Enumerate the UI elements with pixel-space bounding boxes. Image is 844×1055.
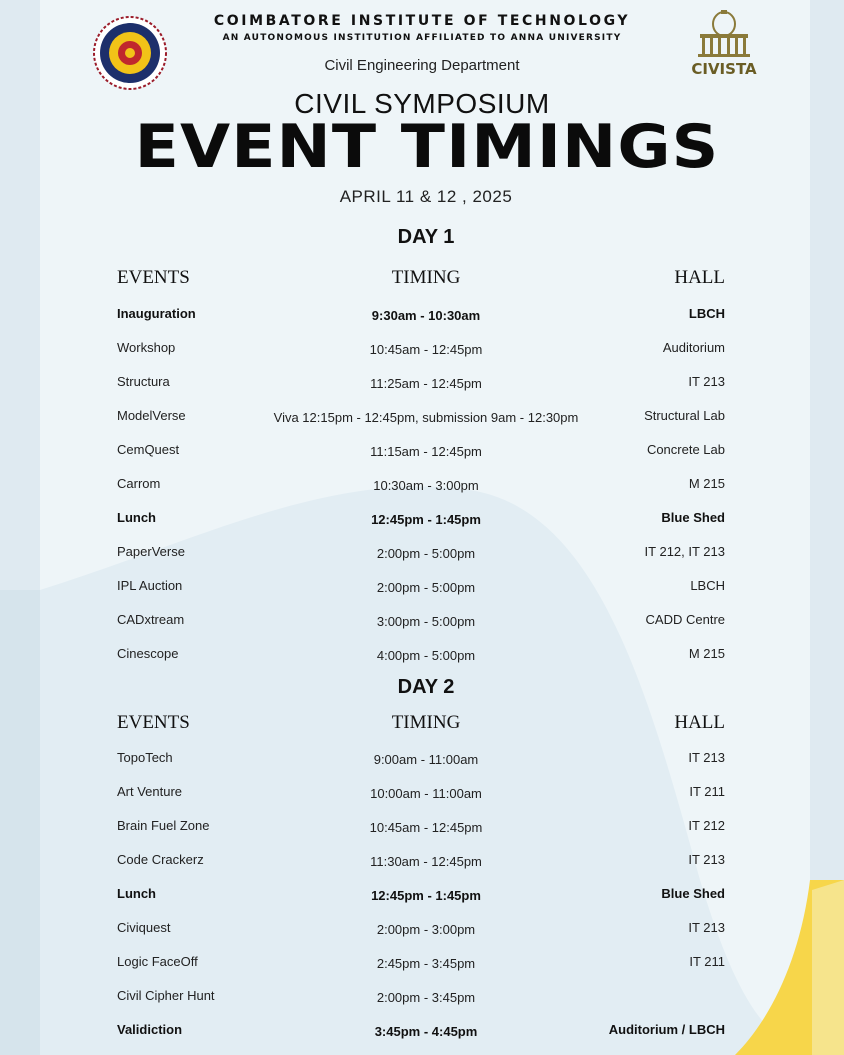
schedule-row	[0, 544, 844, 564]
department-name: Civil Engineering Department	[324, 57, 520, 74]
event-name: PaperVerse	[117, 544, 185, 559]
event-hall: LBCH	[688, 306, 725, 321]
schedule-row	[0, 1022, 844, 1042]
event-hall: IT 212	[688, 818, 725, 833]
event-name: Brain Fuel Zone	[117, 818, 210, 833]
event-name: IPL Auction	[117, 578, 183, 593]
schedule-row	[0, 750, 844, 770]
event-hall: IT 211	[689, 954, 725, 969]
event-hall: Auditorium / LBCH	[608, 1022, 725, 1037]
event-name: Validiction	[117, 1022, 183, 1037]
schedule-row	[0, 374, 844, 394]
schedule-row	[0, 784, 844, 804]
event-hall: IT 213	[688, 374, 725, 389]
event-name: Carrom	[117, 476, 161, 491]
event-timing: 11:25am - 12:45pm	[370, 376, 482, 391]
event-hall: M 215	[688, 646, 725, 661]
day2-header-timing: TIMING	[391, 712, 461, 733]
event-hall: M 215	[688, 476, 725, 491]
schedule-row	[0, 408, 844, 428]
day1-label: DAY 1	[397, 226, 455, 248]
event-name: Logic FaceOff	[117, 954, 198, 969]
schedule-row	[0, 920, 844, 940]
event-timing: Viva 12:15pm - 12:45pm, submission 9am - 12:30pm	[273, 410, 579, 425]
page-title: EVENT TIMINGS	[134, 112, 720, 182]
event-name: Code Crackerz	[117, 852, 204, 867]
event-hall: Blue Shed	[661, 510, 725, 525]
institution-subtitle: AN AUTONOMOUS INSTITUTION AFFILIATED TO ANNA UNIVERSITY	[222, 33, 622, 43]
schedule-row	[0, 954, 844, 974]
event-timing: 9:00am - 11:00am	[373, 752, 479, 767]
schedule-row	[0, 818, 844, 838]
event-name: CemQuest	[117, 442, 180, 457]
event-hall: Structural Lab	[644, 408, 725, 423]
event-name: Workshop	[117, 340, 176, 355]
event-timing: 10:30am - 3:00pm	[373, 478, 479, 493]
event-hall: CADD Centre	[645, 612, 725, 627]
event-timing: 3:00pm - 5:00pm	[376, 614, 476, 629]
event-hall: Concrete Lab	[646, 442, 725, 457]
event-hall: IT 213	[688, 750, 725, 765]
event-timing: 2:00pm - 5:00pm	[376, 580, 476, 595]
event-hall: Blue Shed	[661, 886, 725, 901]
schedule-row	[0, 612, 844, 632]
event-timing: 11:30am - 12:45pm	[370, 854, 482, 869]
event-timing: 4:00pm - 5:00pm	[376, 648, 476, 663]
schedule-row	[0, 886, 844, 906]
schedule-row	[0, 988, 844, 1008]
event-name: Structura	[117, 374, 170, 389]
day2-header-hall: HALL	[674, 712, 725, 733]
event-name: Art Venture	[117, 784, 183, 799]
schedule-row	[0, 442, 844, 462]
event-timing: 3:45pm - 4:45pm	[374, 1024, 478, 1039]
event-date: APRIL 11 & 12 , 2025	[339, 187, 513, 206]
event-hall: IT 213	[688, 920, 725, 935]
event-timing: 2:45pm - 3:45pm	[376, 956, 476, 971]
schedule-row	[0, 852, 844, 872]
event-name: CADxtream	[117, 612, 185, 627]
event-name: Civiquest	[117, 920, 171, 935]
schedule-row	[0, 306, 844, 326]
event-hall: IT 212, IT 213	[644, 544, 725, 559]
schedule-row	[0, 646, 844, 666]
event-hall: IT 211	[689, 784, 725, 799]
event-timing: 2:00pm - 3:45pm	[376, 990, 476, 1005]
event-timing: 10:45am - 12:45pm	[369, 820, 483, 835]
schedule-row	[0, 340, 844, 360]
event-timing: 11:15am - 12:45pm	[370, 444, 482, 459]
day1-header-timing: TIMING	[391, 267, 461, 288]
event-hall: Auditorium	[662, 340, 725, 355]
civista-logo-text: CIVISTA	[691, 60, 757, 78]
event-name: Lunch	[117, 886, 156, 901]
event-timing: 9:30am - 10:30am	[371, 308, 481, 323]
institution-name: COIMBATORE INSTITUTE OF TECHNOLOGY	[213, 13, 631, 29]
event-name: ModelVerse	[117, 408, 186, 423]
symposium-title: CIVIL SYMPOSIUM	[294, 88, 550, 119]
day2-header-events: EVENTS	[117, 712, 190, 733]
schedule-row	[0, 578, 844, 598]
event-timing: 2:00pm - 5:00pm	[376, 546, 476, 561]
event-timing: 12:45pm - 1:45pm	[371, 512, 481, 527]
event-timing: 10:45am - 12:45pm	[369, 342, 483, 357]
event-hall: LBCH	[690, 578, 725, 593]
event-timing: 12:45pm - 1:45pm	[371, 888, 481, 903]
event-name: Lunch	[117, 510, 156, 525]
event-timing: 10:00am - 11:00am	[370, 786, 482, 801]
day1-header-events: EVENTS	[117, 267, 190, 288]
day2-label: DAY 2	[397, 676, 455, 698]
schedule-row	[0, 476, 844, 496]
event-name: Cinescope	[117, 646, 179, 661]
event-name: TopoTech	[117, 750, 173, 765]
event-timing: 2:00pm - 3:00pm	[376, 922, 476, 937]
schedule-row	[0, 510, 844, 530]
event-name: Civil Cipher Hunt	[117, 988, 215, 1003]
event-name: Inauguration	[117, 306, 196, 321]
day1-header-hall: HALL	[674, 267, 725, 288]
event-hall: IT 213	[688, 852, 725, 867]
